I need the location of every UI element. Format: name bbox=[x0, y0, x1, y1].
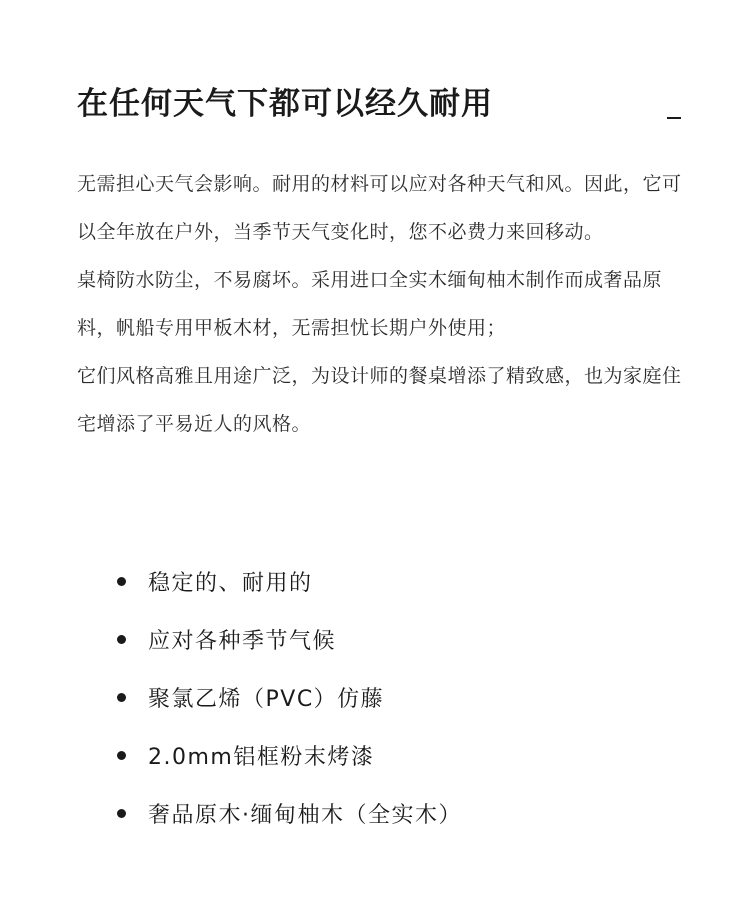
page-title: 在任何天气下都可以经久耐用 bbox=[77, 86, 493, 122]
bullet-dot-icon bbox=[117, 635, 126, 644]
feature-item bbox=[117, 668, 462, 726]
feature-item bbox=[117, 784, 462, 842]
bullet-dot-icon bbox=[117, 693, 126, 702]
feature-item bbox=[117, 726, 462, 784]
description-paragraph: 桌椅防水防尘，不易腐坏。采用进口全实木缅甸柚木制作而成奢品原料，帆船专用甲板木材，无需担忧长期户外使用； bbox=[77, 269, 663, 339]
description-paragraph: 它们风格高雅且用途广泛，为设计师的餐桌增添了精致感，也为家庭住宅增添了平易近人的风格。 bbox=[77, 365, 682, 435]
feature-label: 奢品原木·缅甸柚木（全实木） bbox=[148, 802, 462, 828]
minus-bar bbox=[667, 117, 681, 119]
minus-collapse-icon[interactable] bbox=[661, 94, 687, 124]
feature-list bbox=[117, 552, 462, 842]
description-block bbox=[77, 160, 683, 448]
feature-label: 应对各种季节气候 bbox=[148, 628, 337, 654]
feature-label: 稳定的、耐用的 bbox=[148, 570, 313, 596]
bullet-dot-icon bbox=[117, 577, 126, 586]
description-paragraph: 无需担心天气会影响。耐用的材料可以应对各种天气和风。因此，它可以全年放在户外，当季节天气变化时，您不必费力来回移动。 bbox=[77, 173, 682, 243]
feature-label: 2.0mm铝框粉末烤漆 bbox=[148, 744, 375, 770]
feature-item bbox=[117, 552, 462, 610]
bullet-dot-icon bbox=[117, 751, 126, 760]
feature-label: 聚氯乙烯（PVC）仿藤 bbox=[148, 686, 385, 712]
feature-item bbox=[117, 610, 462, 668]
bullet-dot-icon bbox=[117, 809, 126, 818]
